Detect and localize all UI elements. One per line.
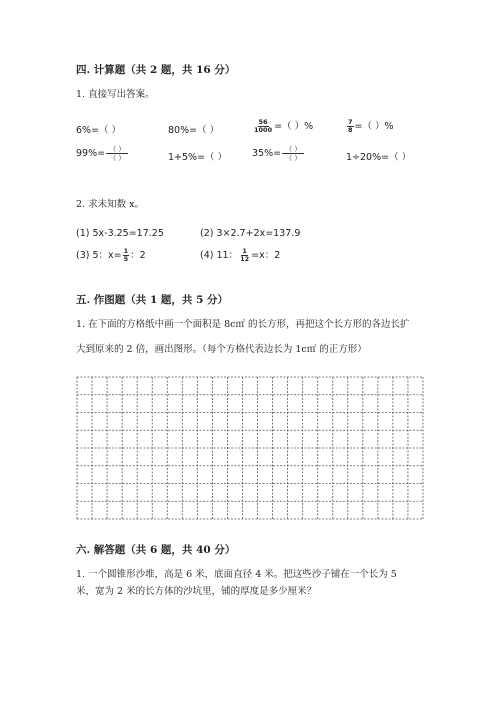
calc-item-2: 80%=（ ）: [168, 125, 220, 136]
fraction: $\frac{1}{12}$: [240, 247, 250, 263]
calc-item-4: $\frac{7}{8}$ =（ ）%: [348, 118, 394, 134]
fraction: $\frac{( )}{( )}$: [282, 145, 304, 162]
equation-3: (3) 5：x= $\frac{1}{5}$ ：2: [76, 247, 146, 263]
drawing-question-line-2: 大到原来的 2 倍，画出图形。（每个方格代表边长为 1c㎡ 的正方形）: [76, 344, 367, 355]
word-problem-line-2: 米，宽为 2 米的长方体的沙坑里，铺的厚度是多少厘米？: [76, 586, 317, 597]
section-4-title: 四. 计算题（共 2 题，共 16 分）: [76, 64, 236, 76]
grid-paper[interactable]: [76, 376, 424, 520]
calc-item-8: 1÷20%=（ ）: [346, 152, 412, 163]
calc-item-5: 99%= $\frac{( )}{( )}$: [76, 145, 128, 162]
question-1-prompt: 1. 直接写出答案。: [76, 89, 155, 100]
section-5-title: 五. 作图题（共 1 题，共 5 分）: [76, 294, 229, 306]
equation-4: (4) 11： $\frac{1}{12}$ =x：2: [200, 247, 281, 263]
fraction: $\frac{56}{1000}$: [254, 118, 273, 134]
calc-item-6: 1+5%=（ ）: [168, 152, 228, 163]
question-2-prompt: 2. 求未知数 x。: [76, 199, 144, 210]
calc-item-1: 6%=（ ）: [76, 125, 122, 136]
section-6-title: 六. 解答题（共 6 题，共 40 分）: [76, 544, 236, 556]
fraction: $\frac{7}{8}$: [348, 118, 353, 134]
fraction: $\frac{( )}{( )}$: [106, 145, 128, 162]
equation-2: (2) 3×2.7+2x=137.9: [200, 228, 301, 239]
fraction: $\frac{1}{5}$: [123, 247, 129, 263]
drawing-question-line-1: 1. 在下面的方格纸中画一个面积是 8c㎡ 的长方形，再把这个长方形的各边长扩: [76, 319, 410, 330]
word-problem-line-1: 1. 一个圆锥形沙堆，高是 6 米，底面直径 4 米。把这些沙子铺在一个长为 5: [76, 569, 397, 580]
calc-item-3: $\frac{56}{1000}$ =（ ）%: [254, 118, 314, 134]
calc-item-7: 35%= $\frac{( )}{( )}$: [252, 145, 304, 162]
equation-1: (1) 5x-3.25=17.25: [76, 228, 164, 239]
